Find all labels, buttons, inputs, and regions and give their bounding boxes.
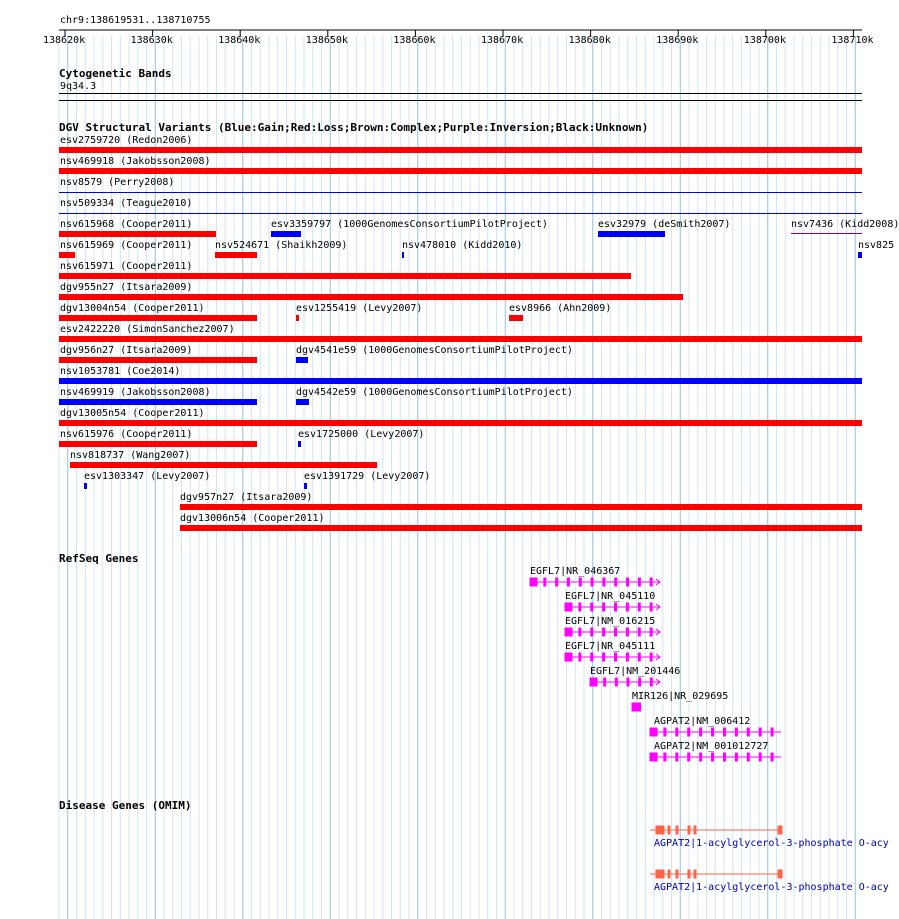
dgv-variant-bar[interactable] (59, 420, 862, 426)
dgv-variant-label[interactable]: esv1391729 (Levy2007) (304, 471, 431, 482)
dgv-variant-bar[interactable] (59, 273, 631, 279)
dgv-variant-label[interactable]: nsv8579 (Perry2008) (60, 177, 175, 188)
refseq-gene-model (565, 653, 660, 661)
dgv-variant-label[interactable]: nsv818737 (Wang2007) (70, 450, 191, 461)
omim-gene-label[interactable]: AGPAT2|1-acylglycerol-3-phosphate O-acy (654, 838, 889, 849)
dgv-variant-bar[interactable] (59, 192, 862, 193)
dgv-variant-bar[interactable] (296, 357, 308, 363)
dgv-variant-bar[interactable] (59, 252, 75, 258)
omim-gene-model (650, 870, 782, 878)
dgv-variant-bar[interactable] (59, 231, 216, 237)
dgv-variant-label[interactable]: dgv13004n54 (Cooper2011) (60, 303, 205, 314)
dgv-variant-bar[interactable] (298, 441, 301, 447)
dgv-variant-bar[interactable] (304, 483, 307, 489)
dgv-variant-bar[interactable] (59, 378, 862, 384)
dgv-variant-label[interactable]: dgv13006n54 (Cooper2011) (180, 513, 325, 524)
dgv-variant-label[interactable]: nsv469918 (Jakobsson2008) (60, 156, 211, 167)
dgv-variant-label[interactable]: dgv4542e59 (1000GenomesConsortiumPilotProject) (296, 387, 573, 398)
dgv-variant-bar[interactable] (296, 399, 309, 405)
refseq-gene-label[interactable]: AGPAT2|NM_006412 (654, 716, 751, 727)
dgv-variant-label[interactable]: esv1303347 (Levy2007) (84, 471, 211, 482)
omim-gene-model (650, 826, 782, 834)
dgv-variant-label[interactable]: nsv478010 (Kidd2010) (402, 240, 523, 251)
dgv-variant-bar[interactable] (59, 357, 257, 363)
dgv-variant-label[interactable]: nsv825 (858, 240, 895, 251)
dgv-variant-bar[interactable] (59, 147, 862, 153)
dgv-track-title: DGV Structural Variants (Blue:Gain;Red:Loss;Brown:Complex;Purple:Inversion;Black:Unknown) (59, 121, 649, 134)
refseq-gene-model (632, 703, 641, 711)
refseq-gene-model (565, 628, 660, 636)
dgv-variant-bar[interactable] (59, 213, 862, 214)
ruler-tick-label: 138640k (218, 35, 261, 46)
dgv-variant-label[interactable]: nsv1053781 (Coe2014) (60, 366, 181, 377)
refseq-track-title: RefSeq Genes (59, 552, 139, 565)
dgv-variant-label[interactable]: dgv957n27 (Itsara2009) (180, 492, 313, 503)
dgv-variant-label[interactable]: dgv4541e59 (1000GenomesConsortiumPilotProject) (296, 345, 573, 356)
ruler-tick-label: 138680k (568, 35, 611, 46)
cytoband-line-top (59, 93, 862, 94)
dgv-variant-label[interactable]: dgv955n27 (Itsara2009) (60, 282, 193, 293)
dgv-variant-label[interactable]: nsv469919 (Jakobsson2008) (60, 387, 211, 398)
ruler-tick-label: 138690k (656, 35, 699, 46)
dgv-variant-bar[interactable] (59, 441, 257, 447)
refseq-gene-label[interactable]: EGFL7|NR_046367 (530, 566, 621, 577)
refseq-gene-label[interactable]: EGFL7|NM_201446 (590, 666, 681, 677)
dgv-variant-bar[interactable] (271, 231, 301, 237)
refseq-gene-label[interactable]: EGFL7|NR_045111 (565, 641, 656, 652)
dgv-variant-bar[interactable] (180, 525, 862, 531)
ruler-tick-label: 138630k (130, 35, 173, 46)
omim-gene-label[interactable]: AGPAT2|1-acylglycerol-3-phosphate O-acy (654, 882, 889, 893)
cytoband-label: 9q34.3 (60, 81, 97, 92)
dgv-variant-label[interactable]: esv3359797 (1000GenomesConsortiumPilotProject) (271, 219, 548, 230)
refseq-gene-label[interactable]: MIR126|NR_029695 (632, 691, 729, 702)
dgv-variant-bar[interactable] (70, 462, 377, 468)
dgv-variant-bar[interactable] (180, 504, 862, 510)
refseq-gene-model (650, 753, 781, 761)
ruler-tick-label: 138710k (831, 35, 874, 46)
dgv-variant-bar[interactable] (59, 315, 257, 321)
dgv-variant-bar[interactable] (84, 483, 87, 489)
dgv-variant-bar[interactable] (402, 252, 404, 258)
dgv-variant-label[interactable]: esv8966 (Ahn2009) (509, 303, 612, 314)
dgv-variant-label[interactable]: dgv956n27 (Itsara2009) (60, 345, 193, 356)
dgv-variant-label[interactable]: esv2422220 (SimonSanchez2007) (60, 324, 235, 335)
dgv-variant-bar[interactable] (509, 315, 523, 321)
dgv-variant-label[interactable]: nsv7436 (Kidd2008) (791, 219, 899, 230)
dgv-variant-bar[interactable] (215, 252, 257, 258)
region-label: chr9:138619531..138710755 (60, 15, 211, 26)
dgv-variant-label[interactable]: nsv524671 (Shaikh2009) (215, 240, 348, 251)
refseq-gene-label[interactable]: AGPAT2|NM_001012727 (654, 741, 769, 752)
ruler-tick-label: 138700k (743, 35, 786, 46)
refseq-gene-model (590, 678, 660, 686)
refseq-gene-label[interactable]: EGFL7|NR_045110 (565, 591, 656, 602)
cytoband-track-title: Cytogenetic Bands (59, 67, 172, 80)
dgv-variant-label[interactable]: nsv615969 (Cooper2011) (60, 240, 193, 251)
dgv-variant-bar[interactable] (858, 252, 862, 258)
dgv-variant-label[interactable]: esv1725000 (Levy2007) (298, 429, 425, 440)
refseq-gene-model (565, 603, 660, 611)
dgv-variant-label[interactable]: esv2759720 (Redon2006) (60, 135, 193, 146)
ruler-tick-label: 138650k (305, 35, 348, 46)
ruler-tick-label: 138620k (43, 35, 86, 46)
refseq-gene-model (530, 578, 660, 586)
dgv-variant-bar[interactable] (59, 294, 683, 300)
dgv-variant-bar[interactable] (791, 233, 862, 234)
cytoband-line-bottom (59, 100, 862, 101)
dgv-variant-bar[interactable] (59, 336, 862, 342)
dgv-variant-label[interactable]: esv1255419 (Levy2007) (296, 303, 423, 314)
dgv-variant-label[interactable]: nsv615971 (Cooper2011) (60, 261, 193, 272)
dgv-variant-label[interactable]: nsv615968 (Cooper2011) (60, 219, 193, 230)
dgv-variant-bar[interactable] (59, 399, 257, 405)
ruler-tick-label: 138660k (393, 35, 436, 46)
refseq-gene-model (650, 728, 781, 736)
refseq-gene-label[interactable]: EGFL7|NM_016215 (565, 616, 656, 627)
dgv-variant-bar[interactable] (598, 231, 665, 237)
dgv-variant-bar[interactable] (59, 168, 862, 174)
dgv-variant-label[interactable]: dgv13005n54 (Cooper2011) (60, 408, 205, 419)
dgv-variant-label[interactable]: nsv615976 (Cooper2011) (60, 429, 193, 440)
coordinate-ruler (0, 0, 890, 60)
dgv-variant-label[interactable]: esv32979 (deSmith2007) (598, 219, 731, 230)
omim-track-title: Disease Genes (OMIM) (59, 799, 192, 812)
dgv-variant-label[interactable]: nsv509334 (Teague2010) (60, 198, 193, 209)
dgv-variant-bar[interactable] (296, 315, 299, 321)
ruler-tick-label: 138670k (481, 35, 524, 46)
